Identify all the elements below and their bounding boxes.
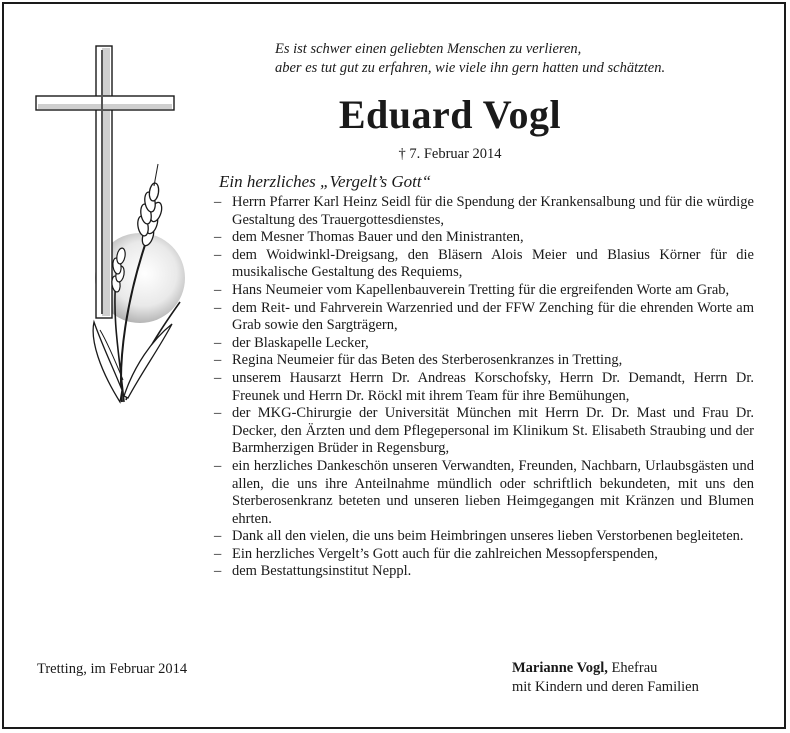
signer-name: Marianne Vogl, (512, 660, 608, 676)
thanks-heading: Ein herzliches „Vergelt’s Gott“ (219, 172, 432, 191)
signature (512, 659, 762, 697)
list-dash: – (214, 528, 222, 545)
list-item-text: Herrn Pfarrer Karl Heinz Seidl für die Spendung der Krankensalbung und für die würdige Gestaltung des Trauergottesdienstes, (232, 194, 754, 228)
motto-line-1: Es ist schwer einen geliebten Menschen zu verlieren, (275, 41, 582, 57)
list-item (214, 194, 754, 229)
list-item-text: Regina Neumeier für das Beten des Sterberosenkranzes in Tretting, (232, 352, 623, 369)
list-item (214, 405, 754, 458)
list-item (214, 370, 754, 405)
list-item (214, 563, 754, 581)
signer-relation: Ehefrau (607, 660, 658, 676)
list-item (214, 282, 754, 300)
list-dash: – (214, 194, 222, 210)
list-item (214, 247, 754, 282)
list-dash: – (214, 405, 222, 422)
list-item (214, 335, 754, 353)
list-dash: – (214, 229, 222, 246)
deceased-name: Eduard Vogl (338, 92, 562, 137)
list-item (214, 528, 754, 546)
list-dash: – (214, 457, 222, 474)
list-item (214, 229, 754, 247)
list-item (214, 352, 754, 370)
list-item-text: der MKG-Chirurgie der Universität München mit Herrn Dr. Dr. Mast und Frau Dr. Decker, den Ärzten und dem Pflegepersonal im Klinikum St. Elisabeth Straubing und der Barmherzigen Brüder in Regensburg, (232, 405, 754, 457)
signer-family: mit Kindern und deren Familien (512, 679, 699, 695)
list-dash: – (214, 563, 222, 580)
list-item-text: dem Mesner Thomas Bauer und den Ministranten, (232, 229, 524, 246)
list-dash: – (214, 299, 222, 316)
place-date: Tretting, im Februar 2014 (37, 661, 188, 677)
list-dash: – (214, 246, 222, 263)
list-dash: – (214, 334, 222, 351)
list-item-text: ein herzliches Dankeschön unseren Verwandten, Freunden, Nachbarn, Urlaubsgästen und allen, die uns ihre Anteilnahme mündlich oder schriftlich bekundeten, mit uns den Sterberosenkranz beteten und unseren lieben Heimgegangen mit Kränzen und Blumen ehrten. (232, 457, 754, 527)
list-item-text: dem Woidwinkl-Dreigsang, den Bläsern Alois Meier und Blasius Körner für die musikalische Gestaltung des Requiems, (232, 246, 754, 281)
list-dash: – (214, 352, 222, 369)
list-item-text: dem Reit- und Fahrverein Warzenried und der FFW Zenching für die ehrenden Worte am Grab sowie den Sargträgern, (232, 299, 754, 334)
list-item-text: dem Bestattungsinstitut Neppl. (232, 563, 412, 580)
motto-line-2: aber es tut gut zu erfahren, wie viele ihn gern hatten und schätzten. (275, 60, 666, 76)
list-item-text: Dank all den vielen, die uns beim Heimbringen unseres lieben Verstorbenen begleiteten. (232, 528, 744, 545)
cross-with-wheat-icon (30, 40, 200, 410)
list-item-text: Hans Neumeier vom Kapellenbauverein Tretting für die ergreifenden Worte am Grab, (232, 281, 730, 298)
list-item (214, 458, 754, 528)
list-item-text: unserem Hausarzt Herrn Dr. Andreas Korschofsky, Herrn Dr. Demandt, Herrn Dr. Freunek und Herrn Dr. Röckl mit ihrem Team für ihre Bemühungen, (232, 369, 754, 404)
list-item-text: Ein herzliches Vergelt’s Gott auch für die zahlreichen Messopferspenden, (232, 545, 658, 562)
motto (275, 40, 755, 78)
list-dash: – (214, 281, 222, 298)
list-item-text: der Blaskapelle Lecker, (232, 334, 369, 351)
death-date: † 7. Februar 2014 (398, 146, 502, 162)
list-dash: – (214, 369, 222, 386)
list-item (214, 300, 754, 335)
list-dash: – (214, 545, 222, 562)
list-item (214, 546, 754, 564)
thanks-list (214, 194, 754, 581)
